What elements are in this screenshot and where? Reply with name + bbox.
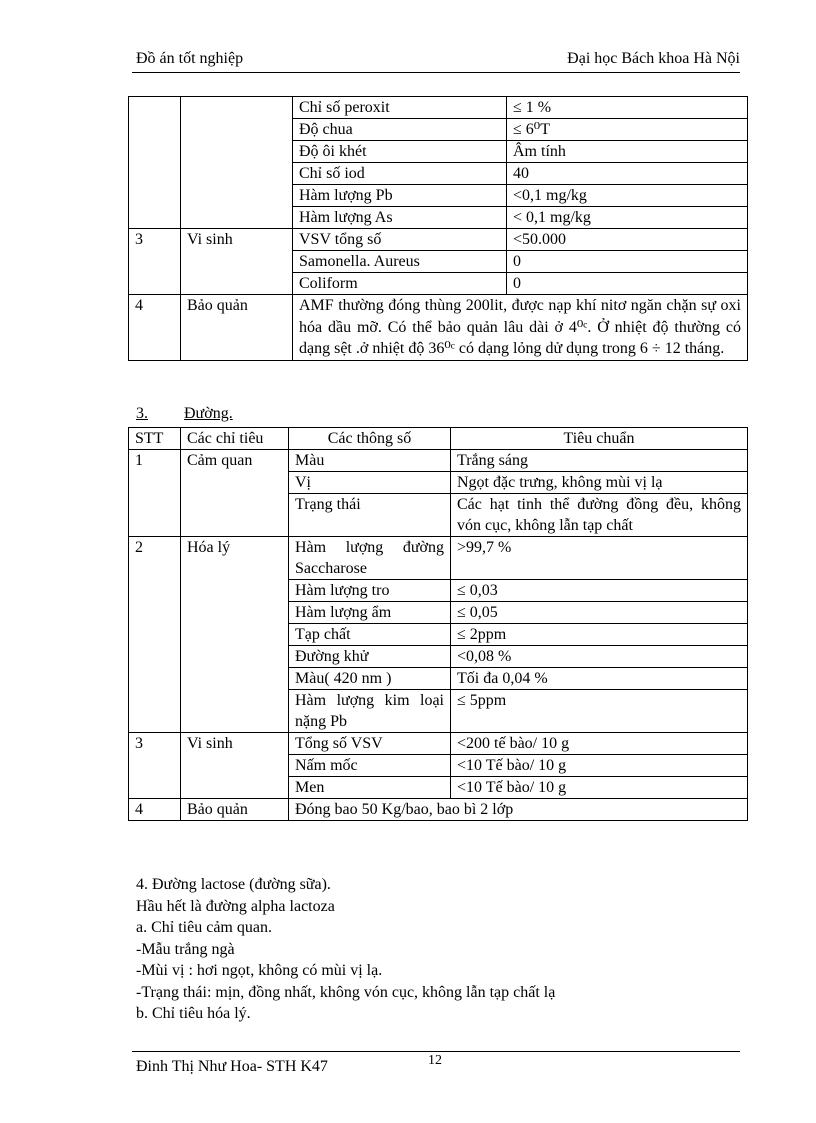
value-cell: 0 (507, 273, 748, 295)
value-cell: < 0,1 mg/kg (507, 207, 748, 229)
stt-cell: 2 (129, 537, 181, 733)
table-row (129, 97, 748, 119)
criteria-cell: Bảo quản (181, 799, 289, 821)
value-cell: 40 (507, 163, 748, 185)
body-line: -Mẫu trắng ngà (136, 940, 235, 958)
table-row (129, 733, 748, 755)
section-heading (136, 405, 233, 423)
param-cell: Trạng thái (289, 494, 451, 537)
stt-cell: 4 (129, 799, 181, 821)
value-cell: Tối đa 0,04 % (451, 668, 748, 690)
value-cell: <10 Tế bào/ 10 g (451, 777, 748, 799)
header-cell: Tiêu chuẩn (451, 428, 748, 450)
table-continued (128, 96, 748, 361)
value-cell: <50.000 (507, 229, 748, 251)
header-divider (132, 72, 740, 73)
body-line: Hầu hết là đường alpha lactoza (136, 897, 335, 915)
param-cell: Vị (289, 472, 451, 494)
param-cell: Hàm lượng Pb (293, 185, 507, 207)
storage-value-cell: Đóng bao 50 Kg/bao, bao bì 2 lớp (289, 799, 748, 821)
param-cell: Đường khử (289, 646, 451, 668)
criteria-cell: Cảm quan (181, 450, 289, 537)
body-paragraphs (136, 874, 555, 1025)
section-number: 3. (136, 405, 148, 422)
table-row (129, 450, 748, 472)
body-line: -Trạng thái: mịn, đồng nhất, không vón cục, không lẫn tạp chất lạ (136, 983, 556, 1001)
param-cell: Coliform (293, 273, 507, 295)
value-cell: >99,7 % (451, 537, 748, 580)
value-cell: <0,1 mg/kg (507, 185, 748, 207)
value-cell: ≤ 5ppm (451, 690, 748, 733)
param-cell: Độ chua (293, 119, 507, 141)
criteria-cell: Vi sinh (181, 733, 289, 799)
value-cell: ≤ 0,05 (451, 602, 748, 624)
value-cell: ≤ 2ppm (451, 624, 748, 646)
param-cell: Hàm lượng As (293, 207, 507, 229)
table-header-row (129, 428, 748, 450)
param-cell: Samonella. Aureus (293, 251, 507, 273)
body-line: 4. Đường lactose (đường sữa). (136, 876, 331, 893)
value-cell: <0,08 % (451, 646, 748, 668)
page-header (136, 50, 740, 74)
storage-description: AMF thường đóng thùng 200lit, được nạp khí nitơ ngăn chặn sự oxi hóa dầu mỡ. Có thể bảo quản lâu dài ở 4⁰ᶜ. Ở nhiệt độ thường có dạng sệt .ở nhiệt độ 36⁰ᶜ có dạng lỏng dử dụng trong 6 ÷ 12 tháng. (293, 295, 748, 361)
page-number: 12 (428, 1053, 442, 1068)
value-cell: ≤ 1 % (507, 97, 748, 119)
value-cell: <200 tế bào/ 10 g (451, 733, 748, 755)
stt-cell: 1 (129, 450, 181, 537)
param-cell: Nấm mốc (289, 755, 451, 777)
value-cell: Âm tính (507, 141, 748, 163)
param-cell: Hàm lượng đường Saccharose (289, 537, 451, 580)
section-title: Đường. (184, 405, 233, 422)
param-cell: Tổng số VSV (289, 733, 451, 755)
value-cell: Trắng sáng (451, 450, 748, 472)
table-row (129, 537, 748, 580)
param-cell: VSV tổng số (293, 229, 507, 251)
stt-cell: 4 (129, 295, 181, 361)
criteria-cell: Hóa lý (181, 537, 289, 733)
param-cell: Màu (289, 450, 451, 472)
stt-cell (129, 97, 181, 229)
param-cell: Hàm lượng kim loại nặng Pb (289, 690, 451, 733)
criteria-cell (181, 97, 293, 229)
param-cell: Độ ôi khét (293, 141, 507, 163)
value-cell: 0 (507, 251, 748, 273)
header-cell: STT (129, 428, 181, 450)
header-left-title: Đồ án tốt nghiệp (136, 50, 244, 67)
criteria-cell: Vi sinh (181, 229, 293, 295)
criteria-cell: Bảo quản (181, 295, 293, 361)
param-cell: Màu( 420 nm ) (289, 668, 451, 690)
value-cell: ≤ 6⁰T (507, 119, 748, 141)
value-cell: Ngọt đặc trưng, không mùi vị lạ (451, 472, 748, 494)
header-cell: Các thông số (289, 428, 451, 450)
param-cell: Hàm lượng ẩm (289, 602, 451, 624)
value-cell: <10 Tế bào/ 10 g (451, 755, 748, 777)
table-row (129, 799, 748, 821)
param-cell: Hàm lượng tro (289, 580, 451, 602)
sugar-spec-table (128, 427, 748, 821)
table-row (129, 295, 748, 361)
table-row (129, 229, 748, 251)
stt-cell: 3 (129, 733, 181, 799)
header-cell: Các chỉ tiêu (181, 428, 289, 450)
body-line: a. Chỉ tiêu cảm quan. (136, 919, 272, 936)
param-cell: Chỉ số peroxit (293, 97, 507, 119)
header-right-title: Đại học Bách khoa Hà Nội (567, 50, 740, 67)
body-line: b. Chỉ tiêu hóa lý. (136, 1005, 251, 1022)
footer-author: Đinh Thị Như Hoa- STH K47 (136, 1058, 328, 1075)
value-cell: Các hạt tinh thể đường đồng đều, không vón cục, không lẫn tạp chất (451, 494, 748, 537)
value-cell: ≤ 0,03 (451, 580, 748, 602)
param-cell: Tạp chất (289, 624, 451, 646)
footer-divider (132, 1051, 740, 1052)
param-cell: Chỉ số iod (293, 163, 507, 185)
body-line: -Mùi vị : hơi ngọt, không có mùi vị lạ. (136, 962, 383, 979)
param-cell: Men (289, 777, 451, 799)
stt-cell: 3 (129, 229, 181, 295)
